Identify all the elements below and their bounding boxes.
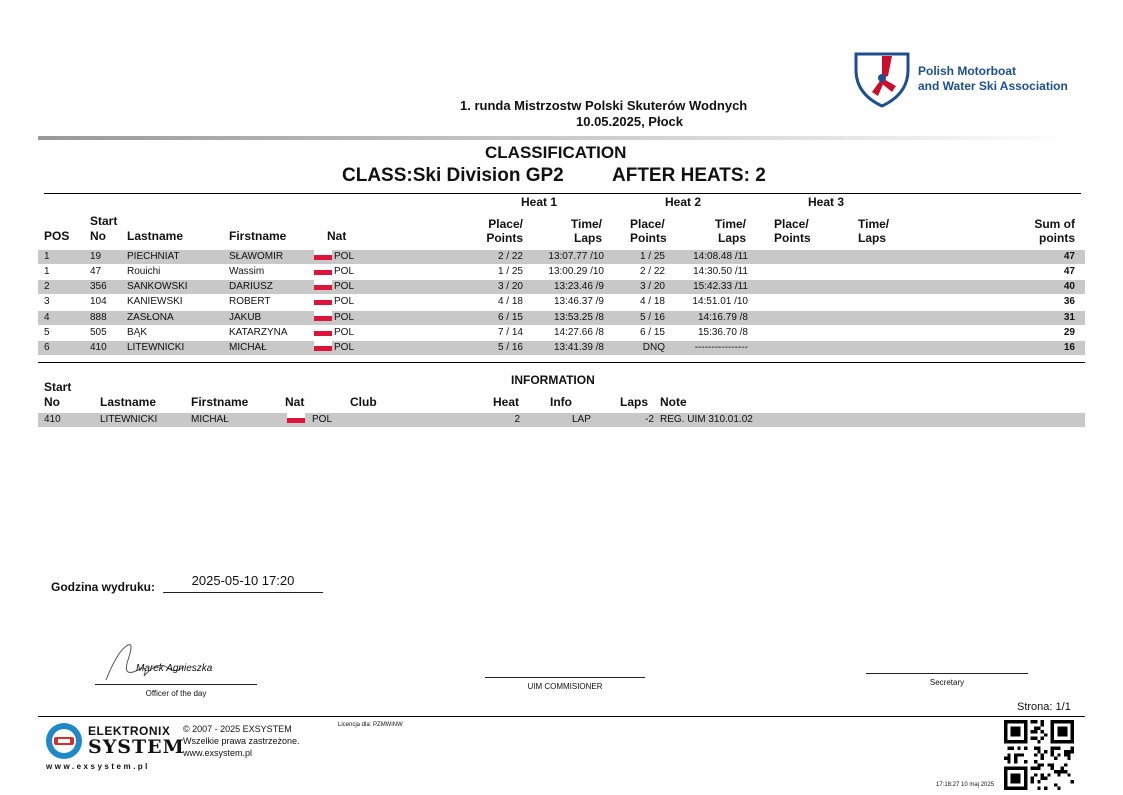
cell-nat: POL <box>334 266 355 277</box>
cell-h1t: 14:27.66 /8 <box>553 327 604 338</box>
cell-last: SANKOWSKI <box>127 281 188 292</box>
result-row <box>38 250 1085 264</box>
cell-h1t: 13:00.29 /10 <box>548 266 604 277</box>
cell-first: Wassim <box>229 266 265 277</box>
h1-time-header: Time/ Laps <box>570 217 602 245</box>
cell-pos: 6 <box>44 342 50 353</box>
cell-no: 19 <box>90 251 102 262</box>
print-underline <box>163 592 323 593</box>
poland-flag-icon <box>314 311 332 321</box>
brand-line1: ELEKTRONIX <box>88 724 171 738</box>
pos-header: POS <box>44 229 70 243</box>
cell-pos: 1 <box>44 251 50 262</box>
h2-time-header: Time/ Laps <box>714 217 746 245</box>
cell-no: 888 <box>90 312 107 323</box>
cell-pos: 2 <box>44 281 50 292</box>
cell-no: 505 <box>90 327 107 338</box>
firstname-header: Firstname <box>229 229 287 243</box>
info-laps-header: Laps <box>620 395 649 409</box>
cell-pos: 4 <box>44 312 50 323</box>
cell-first: DARIUSZ <box>229 281 273 292</box>
officer-line <box>95 684 257 685</box>
heat1-header: Heat 1 <box>521 195 558 209</box>
cell-h2t: 14:16.79 /8 <box>697 312 748 323</box>
license: Licencja dla: PZMWiNW <box>338 722 403 728</box>
exsystem-logo-icon <box>44 721 84 761</box>
table-bottom-rule <box>38 362 1085 363</box>
cell-h2t: ---------------- <box>694 342 748 353</box>
info-info-header: Info <box>550 395 572 409</box>
info-note-header: Note <box>660 395 687 409</box>
cell-h1t: 13:23.46 /9 <box>553 281 604 292</box>
info-lastname: LITEWNICKI <box>100 414 158 425</box>
rights: Wszelkie prawa zastrzeżone. <box>183 736 300 746</box>
h3-place-header: Place/ Points <box>774 217 811 245</box>
poland-flag-icon <box>314 280 332 290</box>
result-row <box>38 280 1085 294</box>
cell-h1t: 13:07.77 /10 <box>548 251 604 262</box>
cell-sum: 16 <box>1063 342 1075 353</box>
cell-last: Rouichi <box>127 266 161 277</box>
result-row <box>38 311 1085 325</box>
cell-last: BĄK <box>127 327 148 338</box>
officer-name: Marek Agnieszka <box>136 663 213 674</box>
copyright: © 2007 - 2025 EXSYSTEM <box>183 724 292 734</box>
heat2-header: Heat 2 <box>665 195 702 209</box>
logo-text-line1: Polish Motorboat <box>918 64 1016 78</box>
info-firstname: MICHAŁ <box>191 414 229 425</box>
cell-sum: 40 <box>1063 281 1075 292</box>
cell-no: 47 <box>90 266 102 277</box>
cell-h2t: 15:42.33 /11 <box>693 281 748 292</box>
officer-label: Officer of the day <box>145 689 207 698</box>
cell-h2t: 14:51.01 /10 <box>692 296 748 307</box>
info-heat: 2 <box>514 414 520 425</box>
poland-flag-icon <box>314 265 332 275</box>
commissioner-label: UIM COMMISIONER <box>527 682 603 691</box>
print-label: Godzina wydruku: <box>51 580 156 594</box>
h3-time-header: Time/ Laps <box>858 217 890 245</box>
info-start-header: Start <box>44 380 72 394</box>
cell-h2p: 1 / 25 <box>639 251 665 262</box>
info-nat-header: Nat <box>285 395 305 409</box>
cell-h2t: 14:08.48 /11 <box>693 251 748 262</box>
cell-h1p: 1 / 25 <box>497 266 523 277</box>
cell-h1p: 5 / 16 <box>497 342 523 353</box>
cell-last: PIECHNIAT <box>127 251 180 262</box>
heat3-header: Heat 3 <box>808 195 845 209</box>
cell-h1p: 7 / 14 <box>497 327 523 338</box>
poland-flag-icon <box>314 295 332 305</box>
cell-nat: POL <box>334 342 355 353</box>
qr-code-icon <box>1004 720 1074 790</box>
class-title: CLASS:Ski Division GP2 <box>342 165 564 186</box>
result-row <box>38 295 1085 309</box>
info-note: REG. UIM 310.01.02 <box>660 414 753 425</box>
poland-flag-icon <box>314 341 332 351</box>
poland-flag-icon <box>314 326 332 336</box>
table-top-rule <box>44 193 1081 194</box>
secretary-line <box>866 673 1028 674</box>
after-heats: AFTER HEATS: 2 <box>612 165 766 186</box>
cell-nat: POL <box>334 296 355 307</box>
cell-first: JAKUB <box>229 312 262 323</box>
footer-rule <box>38 716 1085 717</box>
cell-h2p: 2 / 22 <box>639 266 665 277</box>
info-row <box>38 413 1085 427</box>
cell-h2p: DNQ <box>642 342 665 353</box>
result-row <box>38 341 1085 355</box>
cell-nat: POL <box>334 281 355 292</box>
result-row <box>38 326 1085 340</box>
h2-place-header: Place/ Points <box>630 217 667 245</box>
cell-first: ROBERT <box>229 296 271 307</box>
info-laps: -2 <box>645 414 654 425</box>
cell-no: 356 <box>90 281 107 292</box>
cell-first: SŁAWOMIR <box>229 251 284 262</box>
site: www.exsystem.pl <box>183 748 253 758</box>
commissioner-line <box>485 677 645 678</box>
cell-h2p: 6 / 15 <box>639 327 665 338</box>
cell-h2t: 14:30.50 /11 <box>693 266 748 277</box>
h1-place-header: Place/ Points <box>486 217 523 245</box>
event-title: 1. runda Mistrzostw Polski Skuterów Wodnych <box>460 98 748 113</box>
logo-text-line2: and Water Ski Association <box>918 79 1068 93</box>
doc-title: CLASSIFICATION <box>485 143 627 162</box>
timestamp: 17:18:27 10 maj 2025 <box>936 782 995 788</box>
cell-last: LITEWNICKI <box>127 342 185 353</box>
cell-pos: 3 <box>44 296 50 307</box>
cell-sum: 47 <box>1063 266 1075 277</box>
cell-h2p: 5 / 16 <box>639 312 665 323</box>
cell-no: 104 <box>90 296 107 307</box>
cell-h1p: 4 / 18 <box>497 296 523 307</box>
info-nat: POL <box>312 414 333 425</box>
cell-sum: 47 <box>1063 251 1075 262</box>
cell-no: 410 <box>90 342 107 353</box>
poland-flag-icon <box>287 413 305 423</box>
cell-sum: 31 <box>1063 312 1075 323</box>
nat-header: Nat <box>327 229 347 243</box>
info-info: LAP <box>572 414 591 425</box>
cell-h1t: 13:41.39 /8 <box>553 342 604 353</box>
info-no: 410 <box>44 414 61 425</box>
event-date-place: 10.05.2025, Płock <box>576 114 683 129</box>
secretary-label: Secretary <box>929 678 965 687</box>
result-row <box>38 265 1085 279</box>
cell-h1p: 3 / 20 <box>497 281 523 292</box>
cell-h2p: 4 / 18 <box>639 296 665 307</box>
cell-first: MICHAŁ <box>229 342 267 353</box>
cell-nat: POL <box>334 327 355 338</box>
header-rule <box>38 136 1078 140</box>
info-club-header: Club <box>350 395 377 409</box>
cell-sum: 36 <box>1063 296 1075 307</box>
cell-h1t: 13:53.25 /8 <box>553 312 604 323</box>
cell-pos: 1 <box>44 266 50 277</box>
cell-h1p: 6 / 15 <box>497 312 523 323</box>
cell-last: ZASŁONA <box>127 312 174 323</box>
info-heat-header: Heat <box>493 395 520 409</box>
cell-first: KATARZYNA <box>229 327 288 338</box>
lastname-header: Lastname <box>127 229 184 243</box>
no-header: No <box>90 229 106 243</box>
poland-flag-icon <box>314 250 332 260</box>
info-firstname-header: Firstname <box>191 395 249 409</box>
start-header: Start <box>90 214 118 228</box>
cell-nat: POL <box>334 251 355 262</box>
cell-h2p: 3 / 20 <box>639 281 665 292</box>
cell-pos: 5 <box>44 327 50 338</box>
information-title: INFORMATION <box>511 373 595 387</box>
cell-h1t: 13:46.37 /9 <box>553 296 604 307</box>
page-label: Strona: 1/1 <box>1017 701 1071 713</box>
brand-line2: SYSTEM <box>88 736 185 758</box>
pzmwinw-logo <box>852 48 912 108</box>
cell-last: KANIEWSKI <box>127 296 183 307</box>
cell-h2t: 15:36.70 /8 <box>697 327 748 338</box>
info-no-header: No <box>44 395 60 409</box>
print-value: 2025-05-10 17:20 <box>191 573 295 588</box>
cell-h1p: 2 / 22 <box>497 251 523 262</box>
cell-nat: POL <box>334 312 355 323</box>
brand-url: www.exsystem.pl <box>46 762 150 771</box>
sum-header: Sum of points <box>1034 217 1075 245</box>
cell-sum: 29 <box>1063 327 1075 338</box>
info-lastname-header: Lastname <box>100 395 157 409</box>
